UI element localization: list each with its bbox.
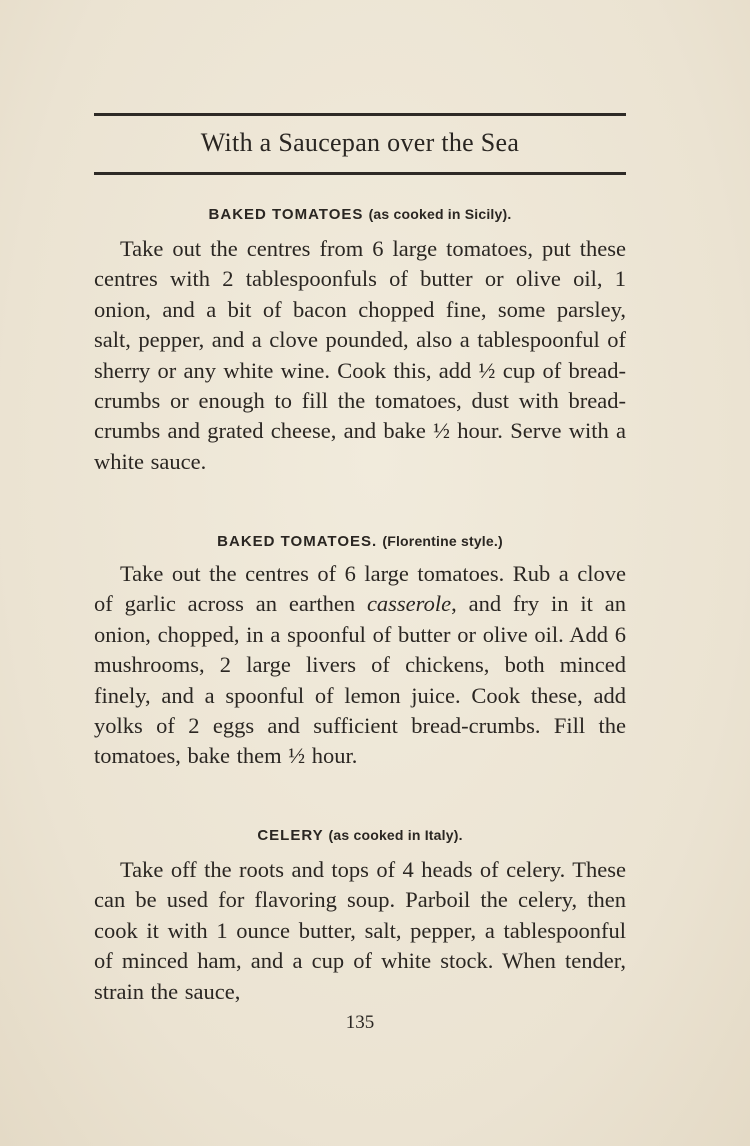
header-rule-top bbox=[94, 113, 626, 116]
page-number: 135 bbox=[345, 1012, 375, 1033]
recipe-subtitle: (as cooked in Italy). bbox=[328, 827, 463, 843]
recipe-heading bbox=[94, 206, 626, 223]
recipe-text: , and fry in it an onion, chopped, in a spoonful of butter or olive oil. Add 6 mushrooms, 2 large livers of chickens, both minced finely, and a spoonful of lemon juice. Cook these, add yolks of 2 eggs and sufficient bread-crumbs. Fill the tomatoes, bake them ½ hour. bbox=[94, 591, 626, 769]
recipe-body bbox=[94, 855, 626, 1007]
recipe-heading bbox=[94, 533, 626, 550]
recipe-text-italic: casserole bbox=[366, 591, 452, 617]
recipe-text: Take off the roots and tops of 4 heads of celery. These can be used for flavoring soup. Parboil the celery, then cook it with 1 ounce butter, salt, pepper, a tablespoonful of minced ham, and a cup of white stock. When tender, strain the sauce, bbox=[94, 857, 626, 1004]
recipe-subtitle: (Florentine style.) bbox=[382, 533, 503, 549]
header-rule-bottom bbox=[94, 172, 626, 175]
recipe-text: Take out the centres from 6 large tomatoes, put these centres with 2 tablespoonfuls of butter or olive oil, 1 onion, and a bit of bacon chopped fine, some parsley, salt, pepper, and a clove pounded, also a tablespoonful of sherry or any white wine. Cook this, add ½ cup of bread-crumbs or enough to fill the tomatoes, dust with bread-crumbs and grated cheese, and bake ½ hour. Serve with a white sauce. bbox=[94, 236, 626, 474]
recipe-heading bbox=[94, 827, 626, 844]
recipe-title: BAKED TOMATOES. bbox=[217, 533, 378, 550]
recipe-title: CELERY bbox=[257, 827, 324, 844]
recipe-body bbox=[94, 234, 626, 477]
recipe-body bbox=[94, 559, 626, 772]
recipe-subtitle: (as cooked in Sicily). bbox=[368, 206, 512, 222]
recipe-text: Take out the centres of 6 large tomatoes. Rub a clove of garlic across an earthen bbox=[94, 561, 626, 617]
running-head: With a Saucepan over the Sea bbox=[200, 128, 520, 157]
recipe-title: BAKED TOMATOES bbox=[208, 206, 364, 223]
